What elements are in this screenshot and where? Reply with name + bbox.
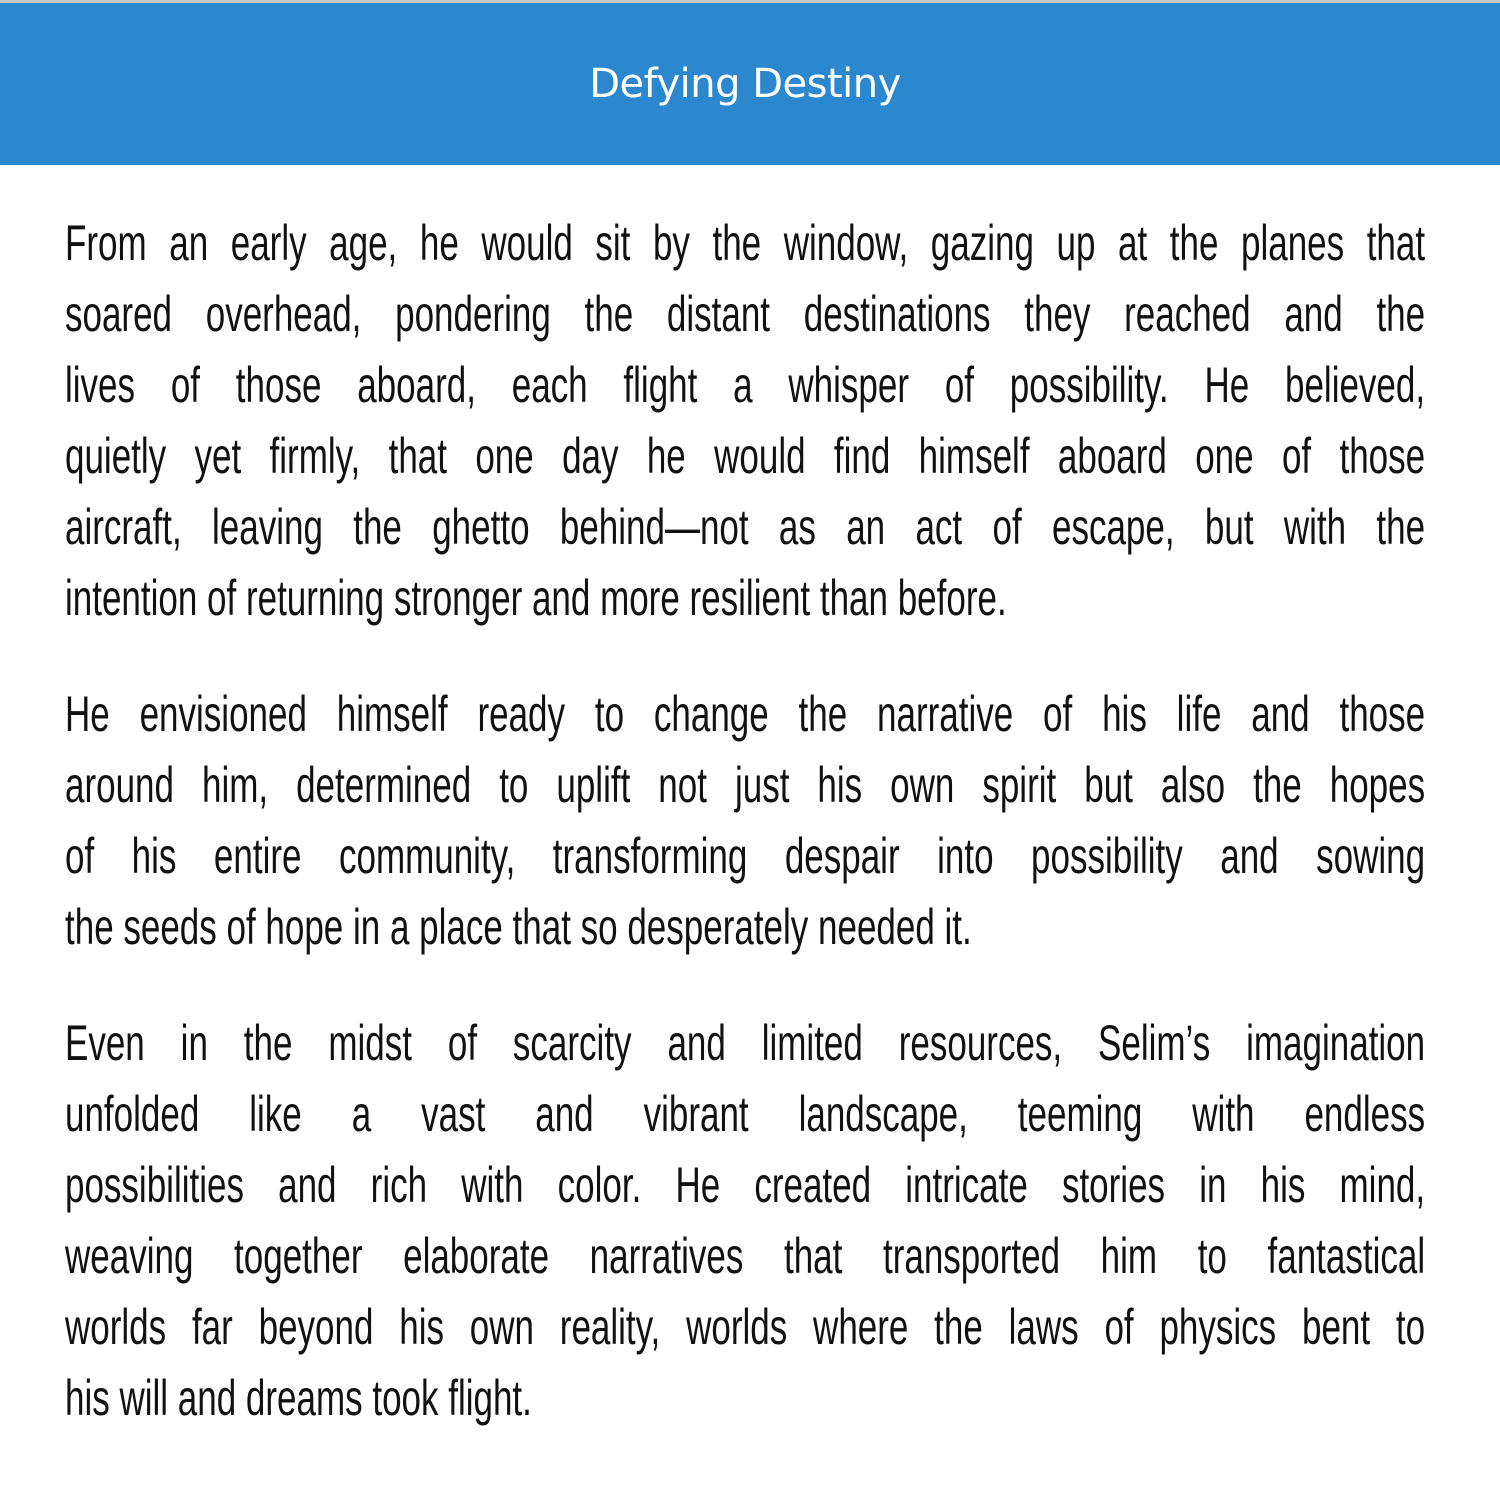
text-line (65, 1363, 1425, 1434)
text-line-content: Even in the midst of scarcity and limited resources, Selim’s imagination (65, 1015, 1426, 1071)
text-line (65, 1292, 1425, 1363)
text-line-content: his will and dreams took flight. (65, 1370, 532, 1426)
text-line-content: He envisioned himself ready to change the narrative of his life and those (65, 686, 1426, 742)
text-line (65, 1079, 1425, 1150)
text-line (65, 492, 1425, 563)
chapter-title: Defying Destiny (589, 61, 901, 107)
text-line (65, 821, 1425, 892)
text-line (65, 421, 1425, 492)
reading-content[interactable] (65, 208, 1425, 1479)
paragraph (65, 208, 1425, 634)
text-line-content: unfolded like a vast and vibrant landscape, teeming with endless (65, 1086, 1426, 1142)
text-line-content: possibilities and rich with color. He created intricate stories in his mind, (65, 1157, 1426, 1213)
text-line-content: quietly yet firmly, that one day he would find himself aboard one of those (65, 428, 1426, 484)
text-line (65, 1150, 1425, 1221)
text-line-content: lives of those aboard, each flight a whisper of possibility. He believed, (65, 357, 1426, 413)
text-line (65, 1221, 1425, 1292)
text-line-content: weaving together elaborate narratives that transported him to fantastical (65, 1228, 1426, 1284)
text-line (65, 892, 1425, 963)
text-line-content: aircraft, leaving the ghetto behind—not as an act of escape, but with the (65, 499, 1426, 555)
text-line-content: worlds far beyond his own reality, worlds where the laws of physics bent to (65, 1299, 1426, 1355)
text-line-content: soared overhead, pondering the distant destinations they reached and the (65, 286, 1426, 342)
text-line (65, 679, 1425, 750)
text-line-content: intention of returning stronger and more resilient than before. (65, 570, 1007, 626)
paragraph (65, 1008, 1425, 1434)
paragraph (65, 679, 1425, 963)
text-line (65, 208, 1425, 279)
text-line-content: around him, determined to uplift not just his own spirit but also the hopes (65, 757, 1426, 813)
chapter-header (0, 3, 1500, 165)
text-line (65, 750, 1425, 821)
text-line-content: From an early age, he would sit by the window, gazing up at the planes that (65, 215, 1426, 271)
text-line-content: the seeds of hope in a place that so desperately needed it. (65, 899, 972, 955)
text-line (65, 1008, 1425, 1079)
text-line (65, 350, 1425, 421)
text-line (65, 563, 1425, 634)
text-line (65, 279, 1425, 350)
text-line-content: of his entire community, transforming despair into possibility and sowing (65, 828, 1426, 884)
